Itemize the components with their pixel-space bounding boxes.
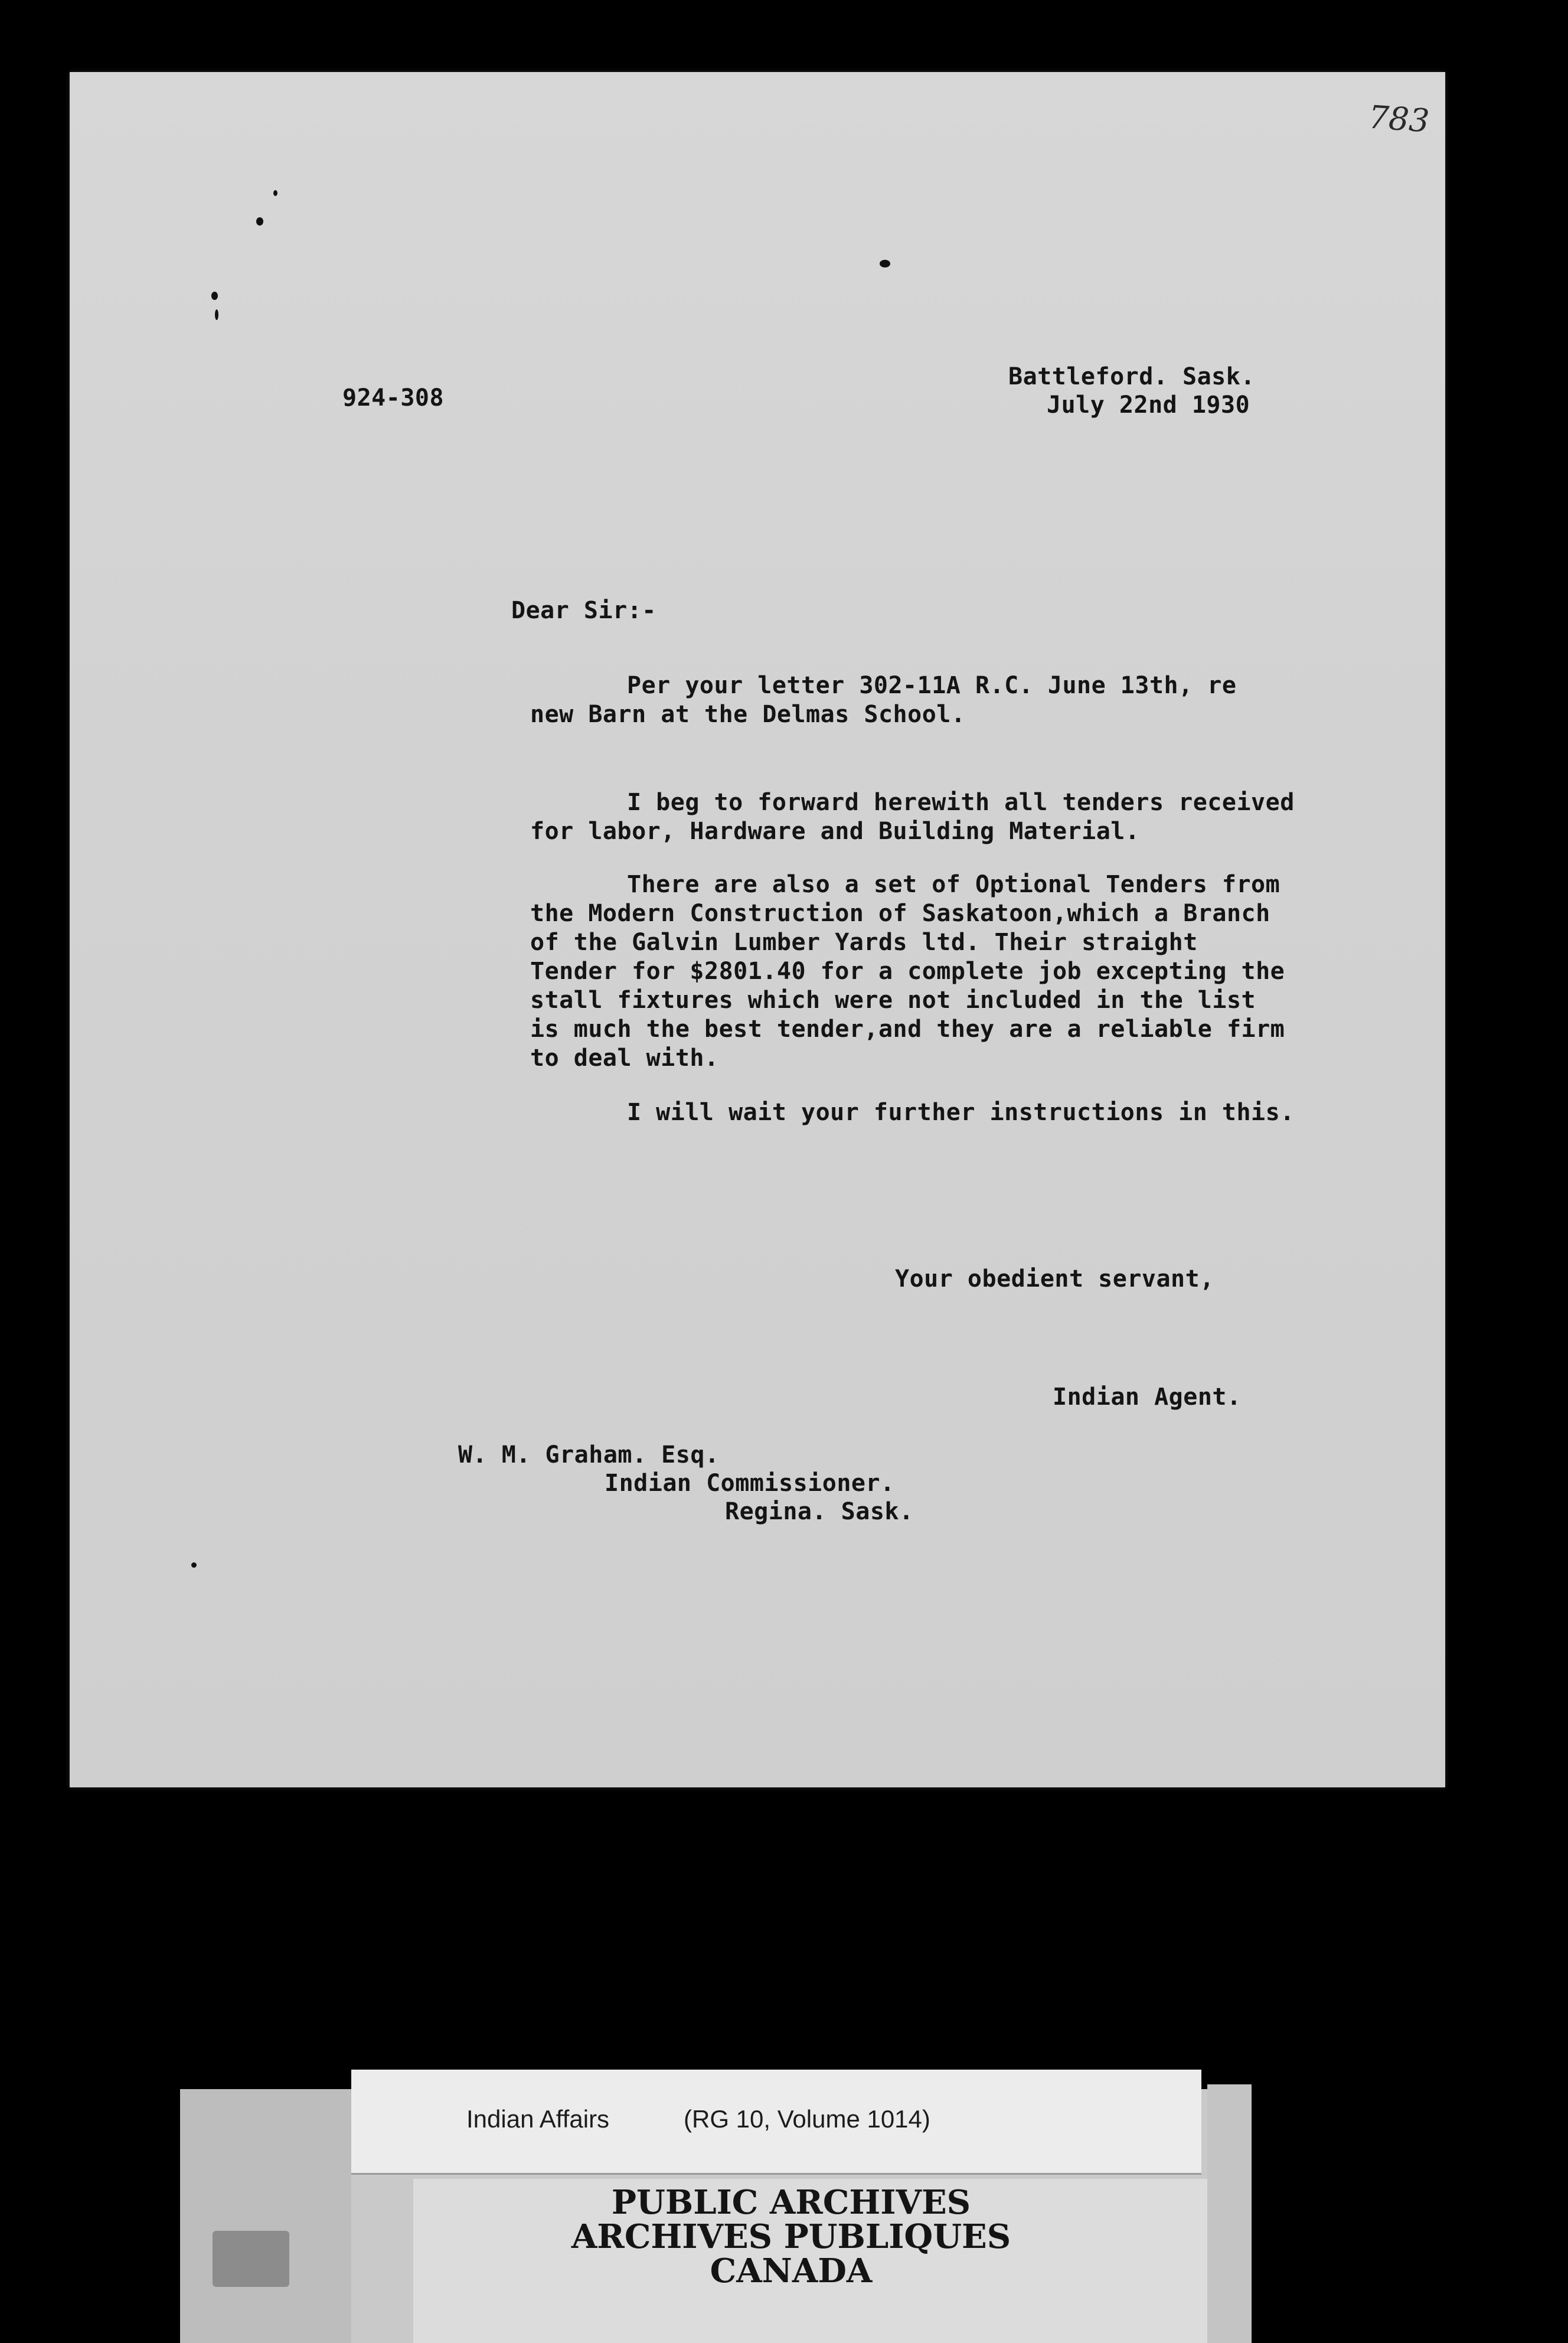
paragraph-3-line: the Modern Construction of Saskatoon,which a Branch bbox=[530, 900, 1270, 927]
page-speck bbox=[215, 309, 218, 320]
paragraph-3-line: There are also a set of Optional Tenders from bbox=[627, 871, 1280, 898]
paragraph-2-line: I beg to forward herewith all tenders received bbox=[627, 789, 1295, 816]
date-line: July 22nd 1930 bbox=[1047, 391, 1250, 419]
location-line: Battleford. Sask. bbox=[1008, 363, 1255, 390]
paragraph-3-line: stall fixtures which were not included in the list bbox=[530, 987, 1256, 1014]
recipient-address: Regina. Sask. bbox=[725, 1498, 914, 1525]
letter-page bbox=[70, 72, 1445, 1787]
collection-name: Indian Affairs bbox=[466, 2105, 610, 2133]
recipient-title: Indian Commissioner. bbox=[605, 1470, 895, 1497]
paragraph-2 bbox=[530, 788, 1295, 846]
collection-reference: (RG 10, Volume 1014) bbox=[684, 2105, 930, 2133]
archive-card-mark bbox=[213, 2231, 289, 2287]
page-speck bbox=[211, 292, 218, 300]
paragraph-3-line: is much the best tender,and they are a reliable firm bbox=[530, 1016, 1285, 1043]
paragraph-4 bbox=[530, 1098, 1295, 1127]
paragraph-1 bbox=[530, 671, 1236, 729]
paragraph-3 bbox=[530, 870, 1285, 1073]
closing: Your obedient servant, bbox=[895, 1265, 1214, 1293]
archive-card-right-edge bbox=[1207, 2084, 1252, 2343]
archive-card-left-panel bbox=[180, 2089, 351, 2343]
stamp-line-english: PUBLIC ARCHIVES bbox=[611, 2183, 971, 2222]
recipient-name: W. M. Graham. Esq. bbox=[458, 1441, 720, 1469]
page-speck bbox=[256, 217, 263, 226]
signature-title: Indian Agent. bbox=[1053, 1383, 1242, 1411]
paragraph-3-line: to deal with. bbox=[530, 1045, 719, 1072]
salutation: Dear Sir:- bbox=[511, 597, 656, 624]
stamp-line-country: CANADA bbox=[710, 2251, 873, 2290]
folio-number: 783 bbox=[1367, 98, 1431, 140]
paragraph-2-line: for labor, Hardware and Building Material. bbox=[530, 818, 1140, 845]
paragraph-3-line: Tender for $2801.40 for a complete job excepting the bbox=[530, 958, 1285, 985]
paragraph-3-line: of the Galvin Lumber Yards ltd. Their straight bbox=[530, 929, 1198, 956]
paragraph-1-line: Per your letter 302-11A R.C. June 13th, re bbox=[627, 672, 1237, 699]
page-speck bbox=[273, 190, 277, 196]
page-speck bbox=[191, 1562, 197, 1568]
stamp-line-french: ARCHIVES PUBLIQUES bbox=[571, 2217, 1011, 2256]
file-number: 924-308 bbox=[342, 384, 445, 412]
paragraph-4-line: I will wait your further instructions in this. bbox=[627, 1099, 1295, 1126]
paragraph-1-line: new Barn at the Delmas School. bbox=[530, 701, 966, 728]
page-speck bbox=[880, 260, 890, 267]
